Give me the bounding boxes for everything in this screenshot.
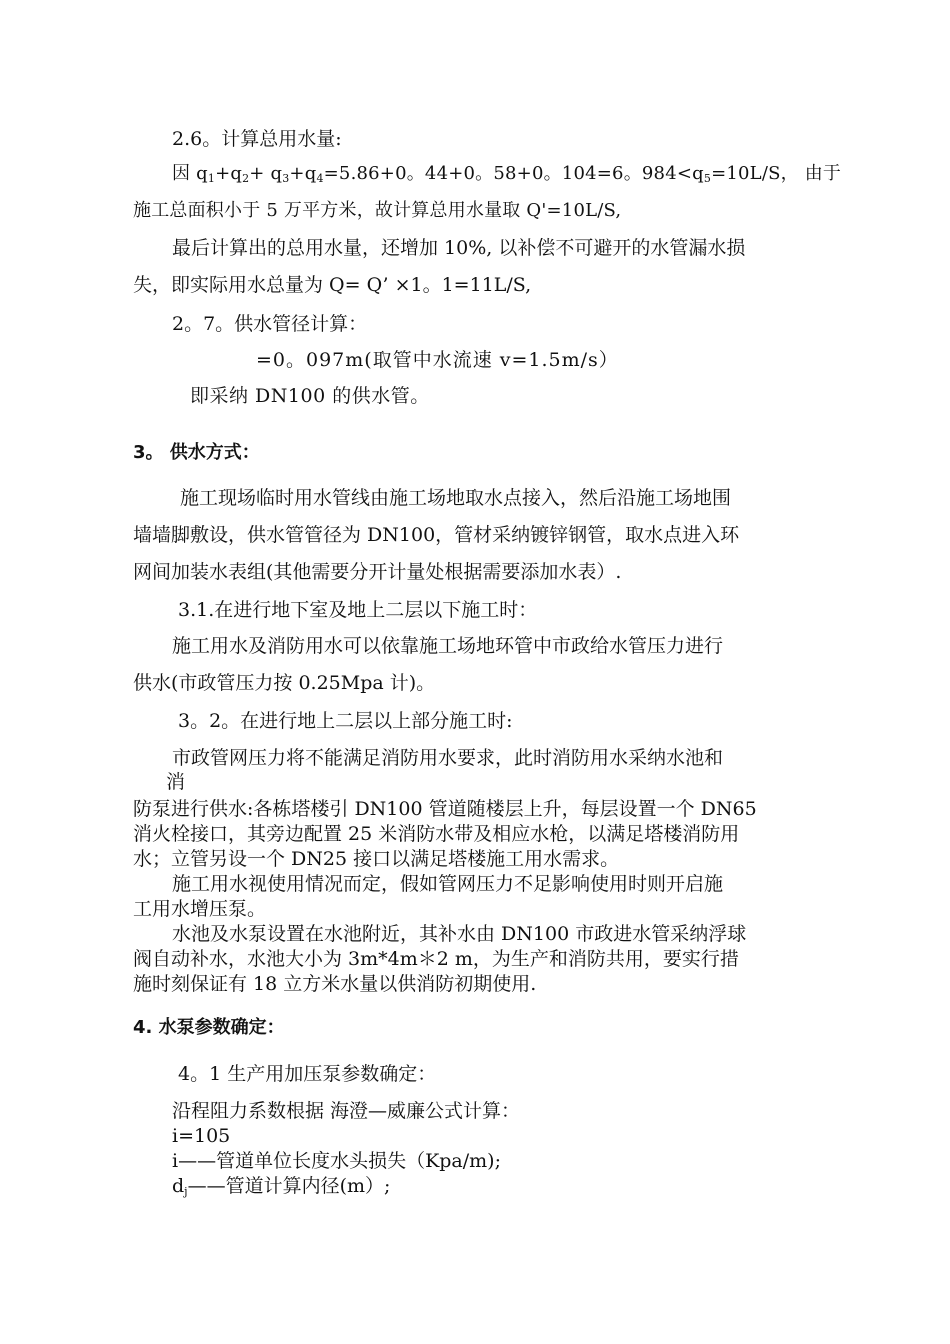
paragraph-line: 施工用水视使用情况而定，假如管网压力不足影响使用时则开启施 [172,873,724,895]
definition-line: i——管道单位长度水头损失（Kpa/m); [172,1150,501,1172]
paragraph-line: 供水(市政管压力按 0.25Mpa 计)。 [133,672,436,694]
paragraph-line: 沿程阻力系数根据 海澄—威廉公式计算： [172,1100,521,1122]
section-3-title: 3。 供水方式： [133,442,260,463]
section-3-2-title: 3。2。在进行地上二层以上部分施工时: [178,710,513,732]
paragraph-line: 网间加装水表组(其他需要分开计量处根据需要添加水表）. [133,561,622,583]
formula-line: i=105 [172,1125,231,1147]
paragraph-line: 施工总面积小于 5 万平方米，故计算总用水量取 Q'=10L/S, [133,200,622,221]
paragraph-line: 水池及水泵设置在水池附近，其补水由 DN100 市政进水管采纳浮球 [172,923,747,945]
section-2-7-title: 2。7。供水管径计算： [172,313,368,335]
flow-sum-line: 因 $q_1+q_2+ q_3+q_4=5.86+0$。44+0。58+0。104=6。$984<q_5=10L/S$， 由于 [172,163,842,185]
paragraph-line: 消 [166,771,186,793]
paragraph-line: 施工用水及消防用水可以依靠施工场地环管中市政给水管压力进行 [172,635,724,657]
section-2-6-title: 2.6。计算总用水量: [172,128,342,150]
paragraph-line: 水；立管另设一个 DN25 接口以满足塔楼施工用水需求。 [133,848,620,870]
section-3-1-title: 3.1.在进行地下室及地上二层以下施工时： [178,599,538,621]
definition-line: $d_j——$管道计算内径(m）; [172,1175,391,1198]
paragraph-line: 防泵进行供水:各栋塔楼引 DN100 管道随楼层上升，每层设置一个 DN65 [133,798,757,820]
pipe-result: 即采纳 DN100 的供水管。 [190,385,430,407]
paragraph-line: 失，即实际用水总量为 Q= Q’ ×1。1=11L/S, [133,274,532,296]
pipe-diameter-formula: =0。097m(取管中水流速 v=1.5m/s） [256,349,619,371]
section-4-title: 4. 水泵参数确定： [133,1017,285,1038]
paragraph-line: 墙墙脚敷设，供水管管径为 DN100，管材采纳镀锌钢管，取水点进入环 [133,524,740,546]
paragraph-line: 消火栓接口，其旁边配置 25 米消防水带及相应水枪，以满足塔楼消防用 [133,823,740,845]
paragraph-line: 工用水增压泵。 [133,898,267,920]
paragraph-line: 施时刻保证有 18 立方米水量以供消防初期使用. [133,973,537,995]
paragraph-line: 阀自动补水，水池大小为 3m*4m＊2 m，为生产和消防共用，要实行措 [133,948,739,970]
paragraph-line: 市政管网压力将不能满足消防用水要求，此时消防用水采纳水池和 [172,747,724,769]
section-4-1-title: 4。1 生产用加压泵参数确定： [178,1063,437,1085]
paragraph-line: 最后计算出的总用水量，还增加 10%, 以补偿不可避开的水管漏水损 [172,237,746,259]
paragraph-line: 施工现场临时用水管线由施工场地取水点接入，然后沿施工场地围 [180,487,732,509]
